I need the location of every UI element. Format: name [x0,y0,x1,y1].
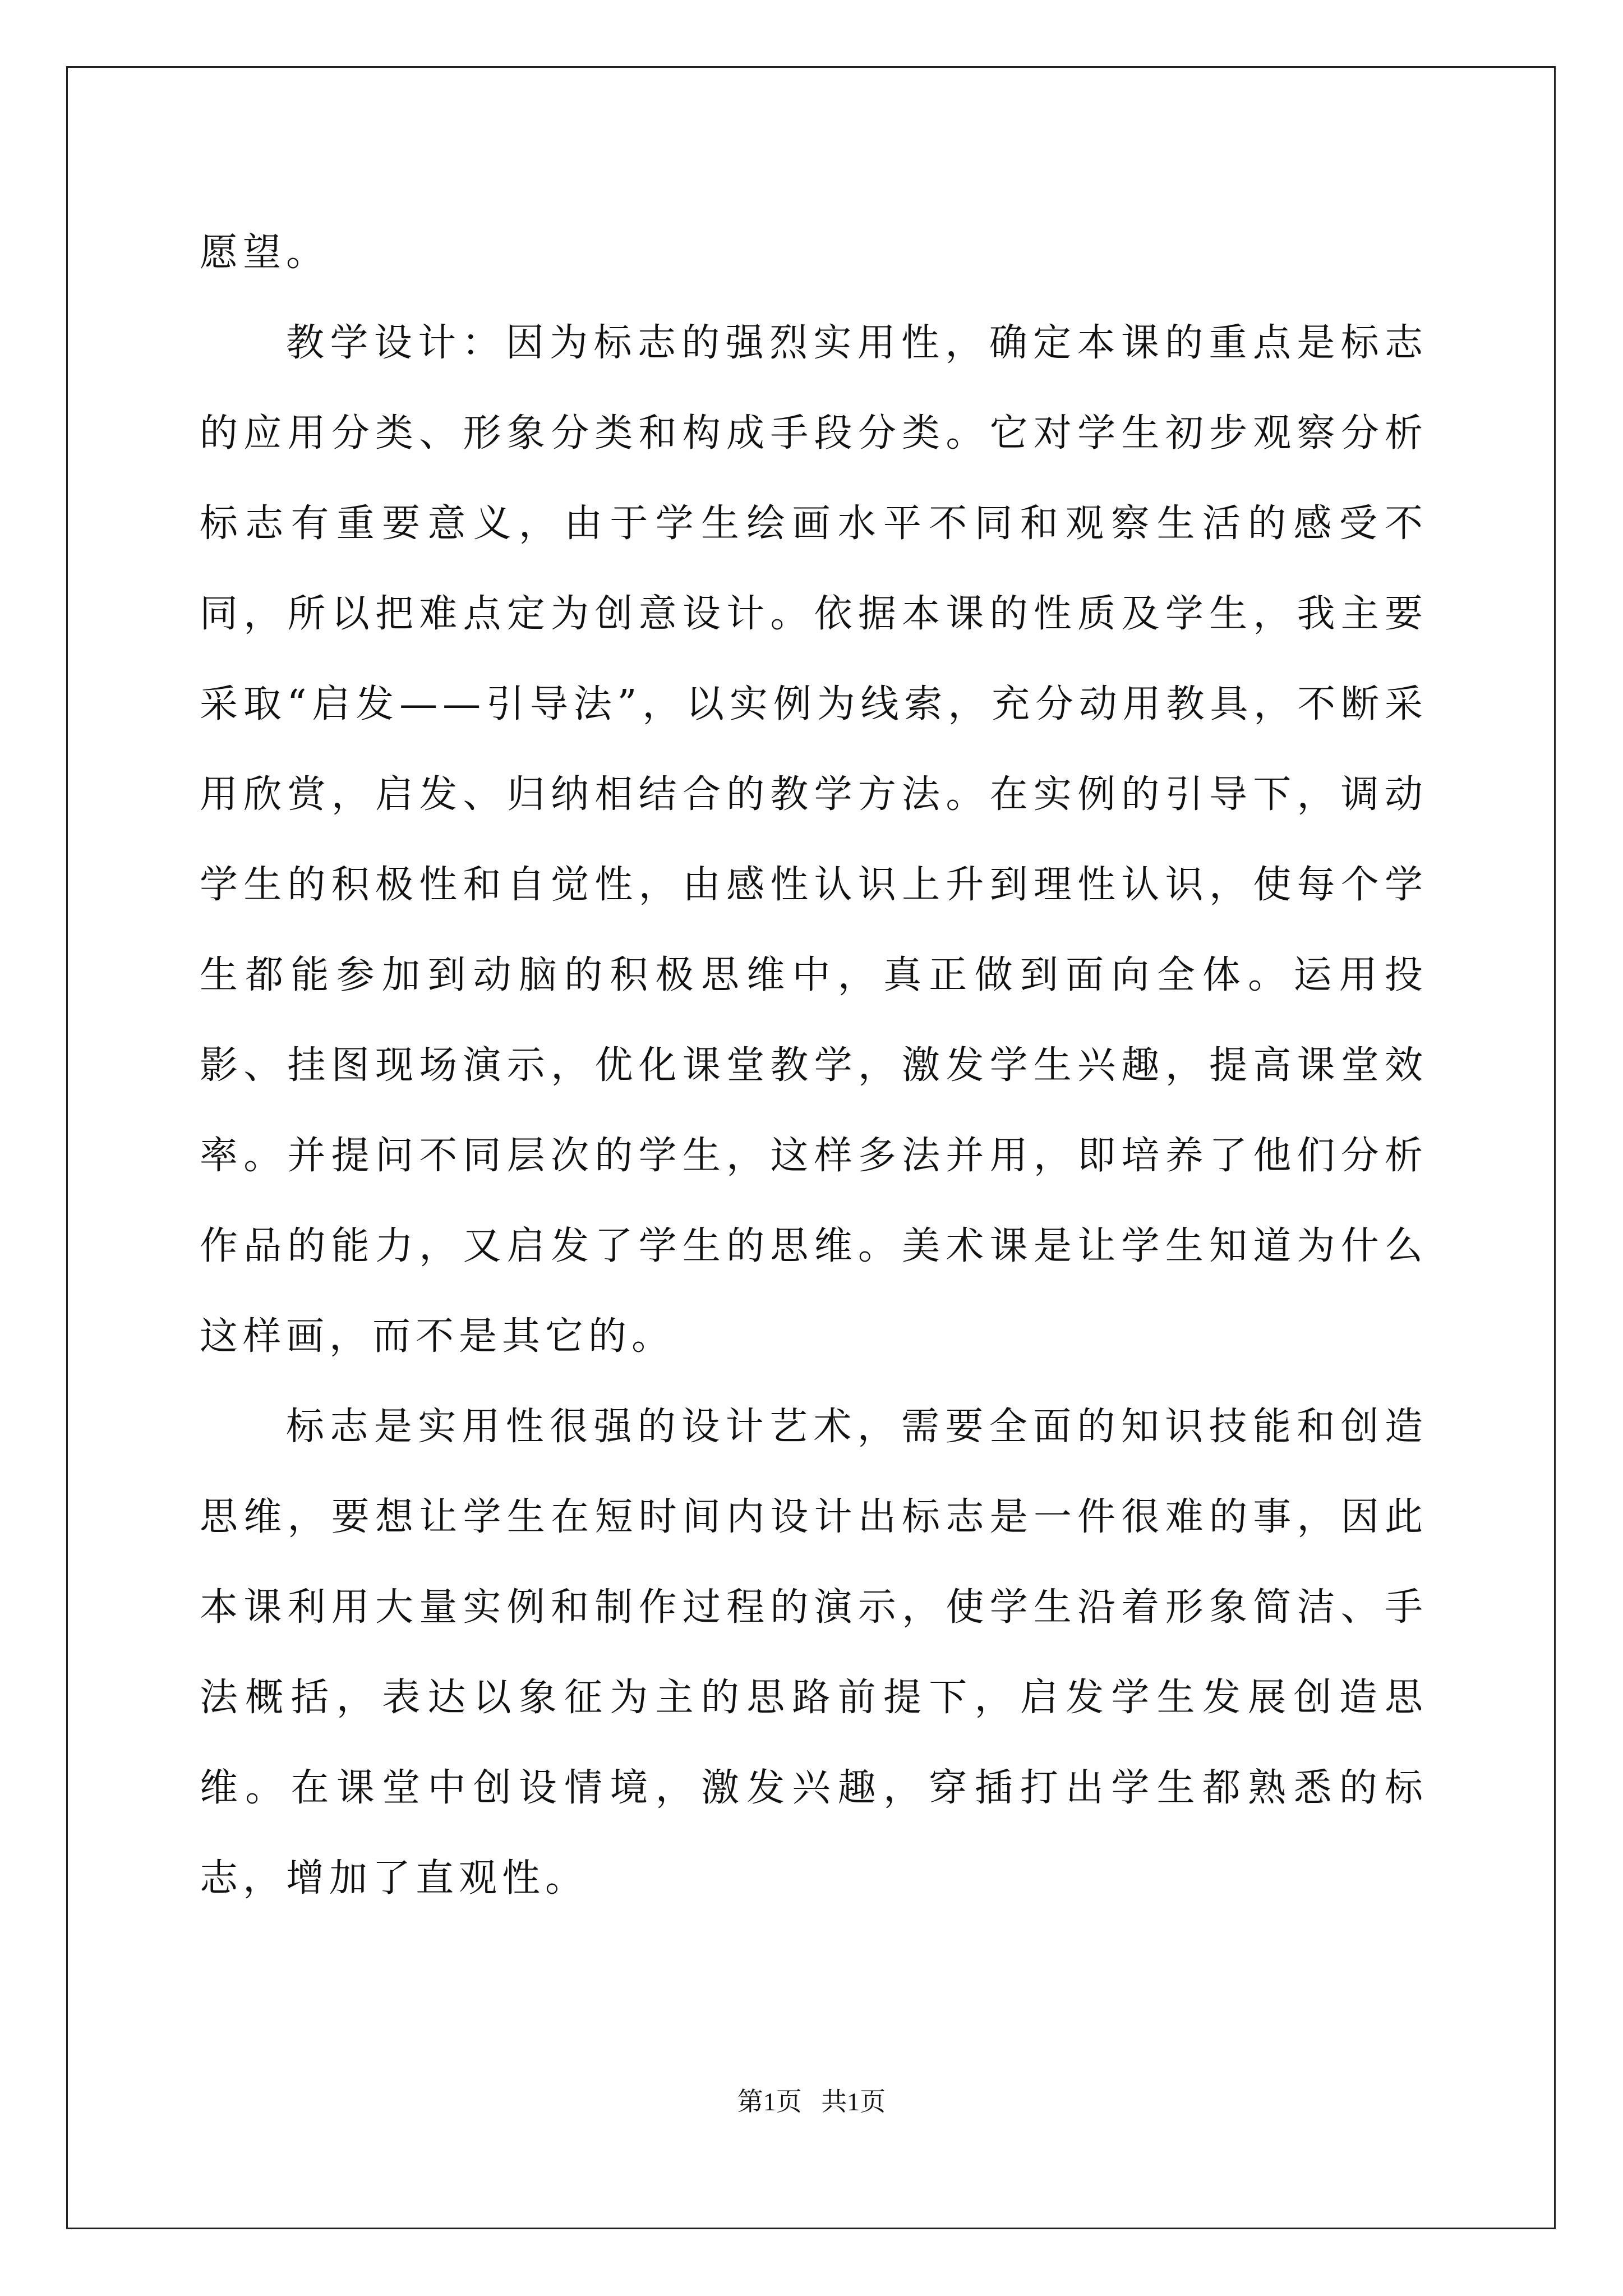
page-number: 第1页 [737,2087,802,2116]
page-footer [0,2081,1623,2118]
paragraph-teaching-design: 教学设计：因为标志的强烈实用性，确定本课的重点是标志的应用分类、形象分类和构成手段分类。它对学生初步观察分析标志有重要意义，由于学生绘画水平不同和观察生活的感受不同，所以把难点定为创意设计。依据本课的性质及学生，我主要采取“启发——引导法”，以实例为线索，充分动用教具，不断采用欣赏，启发、归纳相结合的教学方法。在实例的引导下，调动学生的积极性和自觉性，由感性认识上升到理性认识，使每个学生都能参加到动脑的积极思维中，真正做到面向全体。运用投影、挂图现场演示，优化课堂教学，激发学生兴趣，提高课堂效率。并提问不同层次的学生，这样多法并用，即培养了他们分析作品的能力，又启发了学生的思维。美术课是让学生知道为什么这样画，而不是其它的。 [200,321,1428,1359]
paragraph-continuation: 愿望。 [200,231,330,275]
document-body [200,208,1428,1924]
paragraph-logo-design: 标志是实用性很强的设计艺术，需要全面的知识技能和创造思维，要想让学生在短时间内设计出标志是一件很难的事，因此本课利用大量实例和制作过程的演示，使学生沿着形象简洁、手法概括，表达以象征为主的思路前提下，启发学生发展创造思维。在课堂中创设情境，激发兴趣，穿插打出学生都熟悉的标志，增加了直观性。 [200,1405,1428,1901]
page-total: 共1页 [821,2087,886,2116]
